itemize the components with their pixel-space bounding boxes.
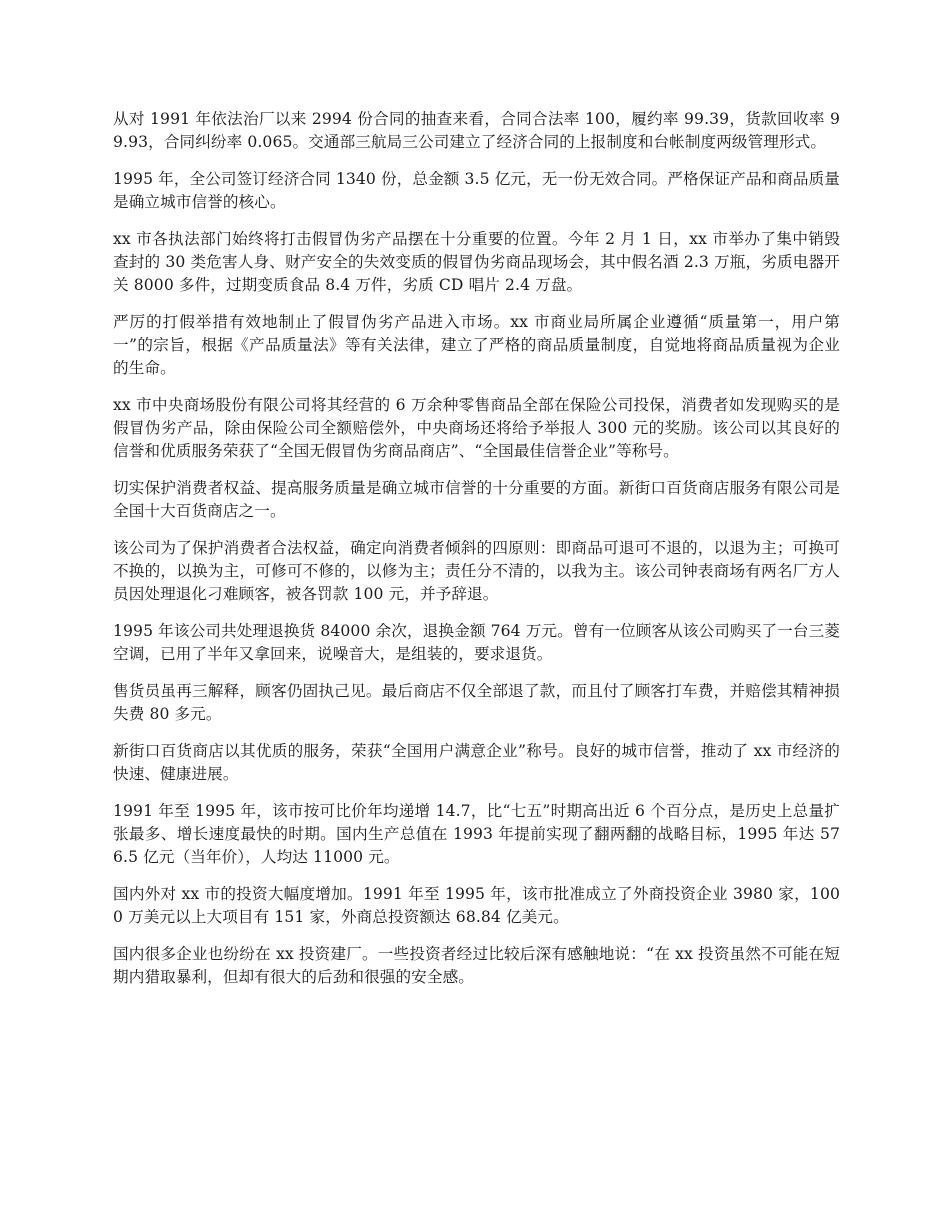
paragraph-4: 严厉的打假举措有效地制止了假冒伪劣产品进入市场。xx 市商业局所属企业遵循“质量第一，用户第一”的宗旨，根据《产品质量法》等有关法律，建立了严格的商品质量制度，自觉地将商品质量视为企业的生命。 bbox=[113, 313, 840, 377]
paragraph-6: 切实保护消费者权益、提高服务质量是确立城市信誉的十分重要的方面。新街口百货商店服务有限公司是全国十大百货商店之一。 bbox=[113, 479, 840, 520]
paragraph-13: 国内很多企业也纷纷在 xx 投资建厂。一些投资者经过比较后深有感触地说：“在 xx 投资虽然不可能在短期内猎取暴利，但却有很大的后劲和很强的安全感。 bbox=[113, 945, 840, 986]
document-body bbox=[113, 108, 840, 1003]
paragraph-5: xx 市中央商场股份有限公司将其经营的 6 万余种零售商品全部在保险公司投保，消费者如发现购买的是假冒伪劣产品，除由保险公司全额赔偿外，中央商场还将给予举报人 300 元的奖励。该公司以其良好的信誉和优质服务荣获了“全国无假冒伪劣商品商店”、“全国最佳信誉企业”等称号。 bbox=[113, 396, 840, 460]
paragraph-1: 从对 1991 年依法治厂以来 2994 份合同的抽查来看，合同合法率 100，履约率 99.39，货款回收率 99.93，合同纠纷率 0.065。交通部三航局三公司建立了经济合同的上报制度和台帐制度两级管理形式。 bbox=[113, 110, 840, 151]
paragraph-11: 1991 年至 1995 年，该市按可比价年均递增 14.7，比“七五”时期高出近 6 个百分点，是历史上总量扩张最多、增长速度最快的时期。国内生产总值在 1993 年提前实现了翻两翻的战略目标，1995 年达 576.5 亿元（当年价），人均达 11000 元。 bbox=[113, 802, 840, 866]
paragraph-12: 国内外对 xx 市的投资大幅度增加。1991 年至 1995 年，该市批准成立了外商投资企业 3980 家，1000 万美元以上大项目有 151 家，外商总投资额达 68.84 亿美元。 bbox=[113, 885, 840, 926]
paragraph-7: 该公司为了保护消费者合法权益，确定向消费者倾斜的四原则：即商品可退可不退的，以退为主；可换可不换的，以换为主，可修可不修的，以修为主；责任分不清的，以我为主。该公司钟表商场有两名厂方人员因处理退化刁难顾客，被各罚款 100 元，并予辞退。 bbox=[113, 539, 840, 603]
paragraph-3: xx 市各执法部门始终将打击假冒伪劣产品摆在十分重要的位置。今年 2 月 1 日，xx 市举办了集中销毁查封的 30 类危害人身、财产安全的失效变质的假冒伪劣商品现场会，其中假名酒 2.3 万瓶，劣质电器开关 8000 多件，过期变质食品 8.4 万件，劣质 CD 唱片 2.4 万盘。 bbox=[113, 230, 840, 294]
paragraph-8: 1995 年该公司共处理退换货 84000 余次，退换金额 764 万元。曾有一位顾客从该公司购买了一台三菱空调，已用了半年又拿回来，说噪音大，是组装的，要求退货。 bbox=[113, 622, 840, 663]
paragraph-2: 1995 年，全公司签订经济合同 1340 份，总金额 3.5 亿元，无一份无效合同。严格保证产品和商品质量是确立城市信誉的核心。 bbox=[113, 170, 840, 211]
paragraph-10: 新街口百货商店以其优质的服务，荣获“全国用户满意企业”称号。良好的城市信誉，推动了 xx 市经济的快速、健康进展。 bbox=[113, 742, 840, 783]
paragraph-9: 售货员虽再三解释，顾客仍固执己见。最后商店不仅全部退了款，而且付了顾客打车费，并赔偿其精神损失费 80 多元。 bbox=[113, 682, 840, 723]
